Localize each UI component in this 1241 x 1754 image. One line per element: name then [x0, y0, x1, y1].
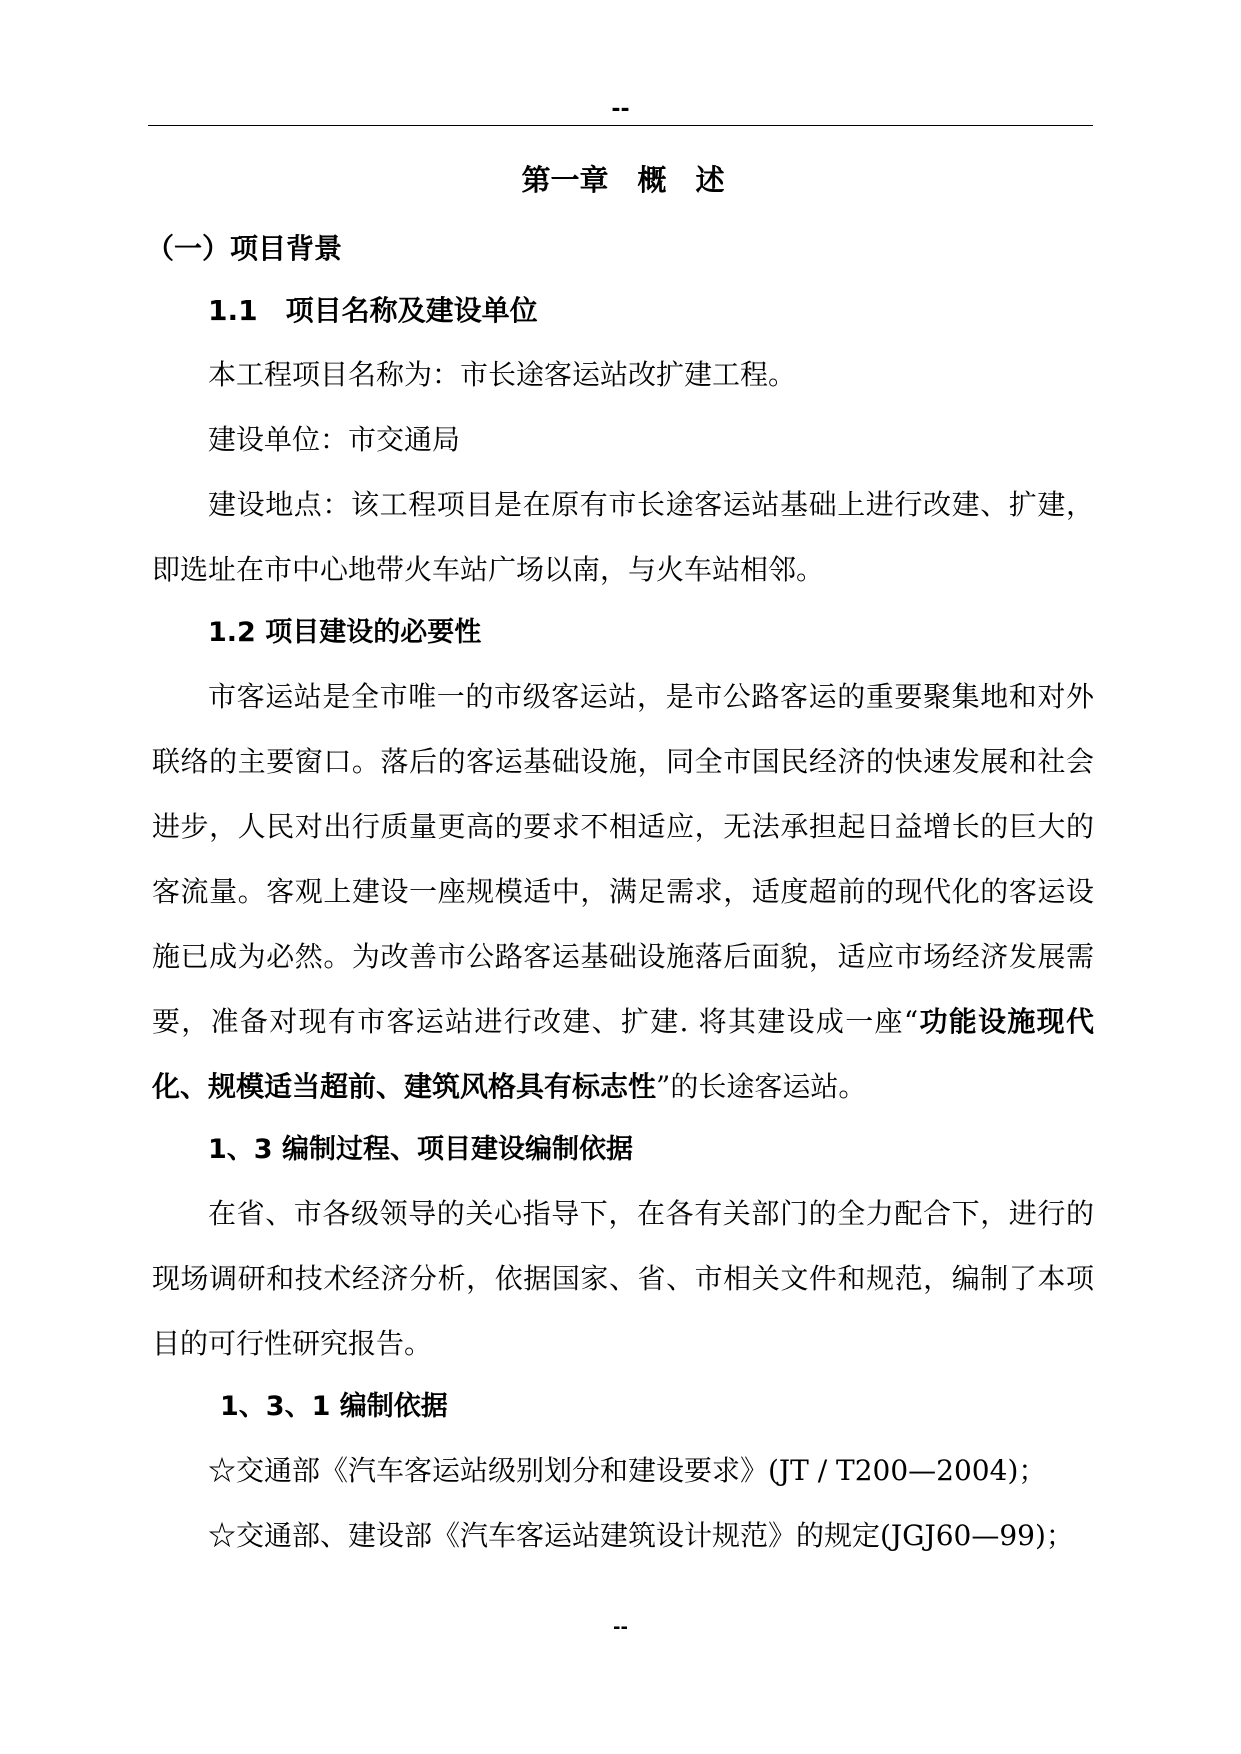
subsection-heading-name-and-unit: 1.1 项目名称及建设单位	[208, 294, 538, 327]
basis-list-item: ☆交通部、建设部《汽车客运站建筑设计规范》的规定(JGJ60—99)；	[208, 1519, 1074, 1552]
paragraph-necessity-tail: ”的长途客运站。	[656, 1070, 867, 1103]
page-header-mark: --	[611, 97, 630, 122]
subsection-heading-basis: 1、3、1 编制依据	[220, 1391, 448, 1422]
page-footer-mark: --	[613, 1617, 628, 1638]
paragraph-necessity	[152, 664, 1094, 1119]
subsection-heading-necessity: 1.2 项目建设的必要性	[208, 617, 482, 648]
paragraph-construction-site: 建设地点：该工程项目是在原有市长途客运站基础上进行改建、扩建，即选址在市中心地带火车站广场以南，与火车站相邻。	[152, 488, 1094, 586]
subsection-heading-compilation: 1、3 编制过程、项目建设编制依据	[208, 1134, 633, 1165]
header-rule	[148, 125, 1093, 126]
basis-list-item: ☆交通部《汽车客运站级别划分和建设要求》(JT / T200—2004)；	[208, 1454, 1047, 1487]
paragraph-necessity-text: 市客运站是全市唯一的市级客运站，是市公路客运的重要聚集地和对外联络的主要窗口。落后的客运基础设施，同全市国民经济的快速发展和社会进步，人民对出行质量更高的要求不相适应，无法承担起日益增长的巨大的客流量。客观上建设一座规模适中，满足需求，适度超前的现代化的客运设施已成为必然。为改善市公路客运基础设施落后面貌，适应市场经济发展需要，准备对现有市客运站进行改建、扩建. 将其建设成一座“	[152, 680, 1094, 1038]
section-heading-background: （一）项目背景	[146, 232, 343, 265]
chapter-title: 第一章 概 述	[521, 163, 725, 197]
paragraph-necessity-emphasis: 功能设施现代化、规模适当超前、建筑风格具有标志性	[152, 1005, 1094, 1103]
paragraph-project-name: 本工程项目名称为：市长途客运站改扩建工程。	[208, 358, 797, 391]
paragraph-compilation: 在省、市各级领导的关心指导下，在各有关部门的全力配合下，进行的现场调研和技术经济分析，依据国家、省、市相关文件和规范，编制了本项目的可行性研究报告。	[152, 1197, 1094, 1360]
page-content	[146, 158, 1094, 1568]
paragraph-construction-unit: 建设单位：市交通局	[208, 423, 461, 456]
